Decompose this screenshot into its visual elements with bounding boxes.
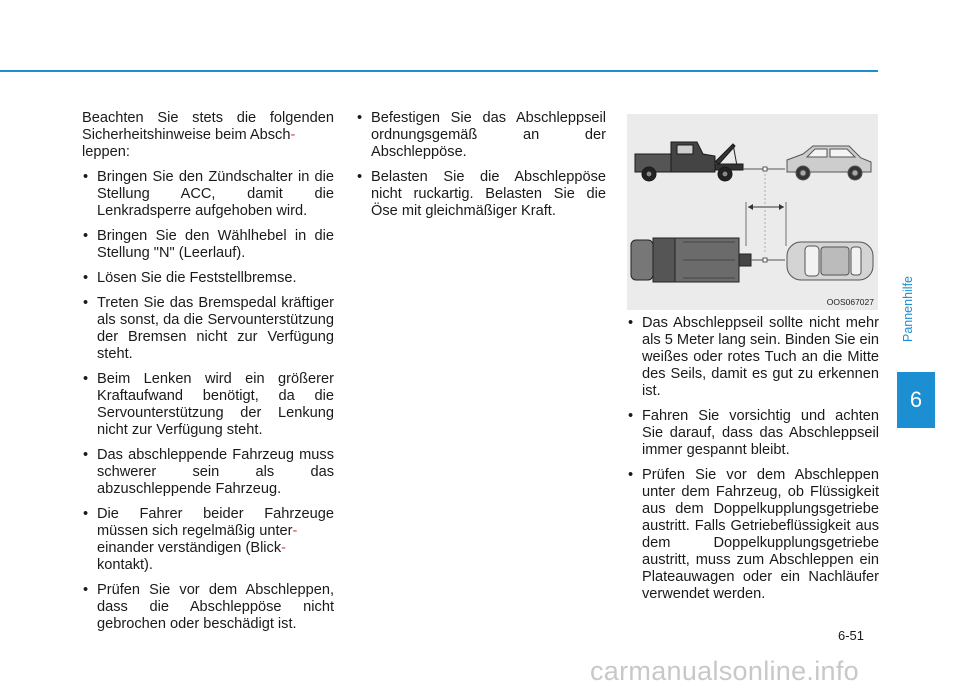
sedan-top-icon bbox=[787, 242, 873, 280]
intro-paragraph: Beachten Sie stets die folgenden Sicherheitshinweise beim Absch- leppen: bbox=[82, 110, 334, 160]
list-item: • Bringen Sie den Zündschalter in die Stellung ACC, damit die Lenkradsperre aufgehoben wird. bbox=[82, 169, 334, 220]
section-label: Pannenhilfe bbox=[901, 275, 915, 343]
list-item: • Fahren Sie vorsichtig und achten Sie darauf, dass das Abschleppseil immer gespannt bleibt. bbox=[627, 408, 879, 459]
tow-truck-side-icon bbox=[635, 142, 743, 181]
list-item: • Beim Lenken wird ein größerer Kraftaufwand benötigt, da die Servounterstützung der Lenkung nicht zur Verfügung steht. bbox=[82, 371, 334, 439]
list-item: • Treten Sie das Bremspedal kräftiger als sonst, da die Servounterstützung der Bremsen nicht zur Verfügung steht. bbox=[82, 295, 334, 363]
figure-code: OOS067027 bbox=[826, 297, 874, 307]
towing-list bbox=[627, 315, 879, 603]
list-item: • Das Abschleppseil sollte nicht mehr als 5 Meter lang sein. Binden Sie ein weißes oder rotes Tuch an die Mitte des Seils, damit es gut zu erkennen ist. bbox=[627, 315, 879, 400]
list-item: • Prüfen Sie vor dem Abschleppen unter dem Fahrzeug, ob Flüssigkeit aus dem Doppelkupplungsgetriebe austritt. Falls Getriebeflüssigkeit aus dem Doppelkupplungsgetriebe austritt, muss zum Abschleppen ein Plateauwagen oder ein Nachläufer verwendet werden. bbox=[627, 467, 879, 603]
list-item: • Die Fahrer beider Fahrzeuge müssen sich regelmäßig unter- einander verständigen (Blick- kontakt). bbox=[82, 506, 334, 574]
header-rule bbox=[0, 70, 878, 72]
column-middle bbox=[356, 110, 606, 228]
list-item: • Lösen Sie die Feststellbremse. bbox=[82, 270, 334, 287]
chapter-tab: 6 bbox=[897, 372, 935, 428]
safety-list bbox=[82, 169, 334, 633]
towing-diagram bbox=[627, 114, 878, 310]
towing-illustration bbox=[627, 114, 878, 310]
tow-truck-top-icon bbox=[631, 238, 751, 282]
list-item: • Prüfen Sie vor dem Abschleppen, dass die Abschleppöse nicht gebrochen oder beschädigt ist. bbox=[82, 582, 334, 633]
column-right bbox=[627, 315, 879, 611]
suv-side-icon bbox=[787, 146, 871, 180]
column-left bbox=[82, 110, 334, 641]
list-item: • Bringen Sie den Wählhebel in die Stellung "N" (Leerlauf). bbox=[82, 228, 334, 262]
rope-list bbox=[356, 110, 606, 220]
list-item: • Das abschleppende Fahrzeug muss schwerer sein als das abzuschleppende Fahrzeug. bbox=[82, 447, 334, 498]
list-item: • Befestigen Sie das Abschleppseil ordnungsgemäß an der Abschleppöse. bbox=[356, 110, 606, 161]
page-number: 6-51 bbox=[838, 628, 865, 643]
list-item: • Belasten Sie die Abschleppöse nicht ruckartig. Belasten Sie die Öse mit gleichmäßiger Kraft. bbox=[356, 169, 606, 220]
watermark: carmanualsonline.info bbox=[590, 656, 859, 686]
